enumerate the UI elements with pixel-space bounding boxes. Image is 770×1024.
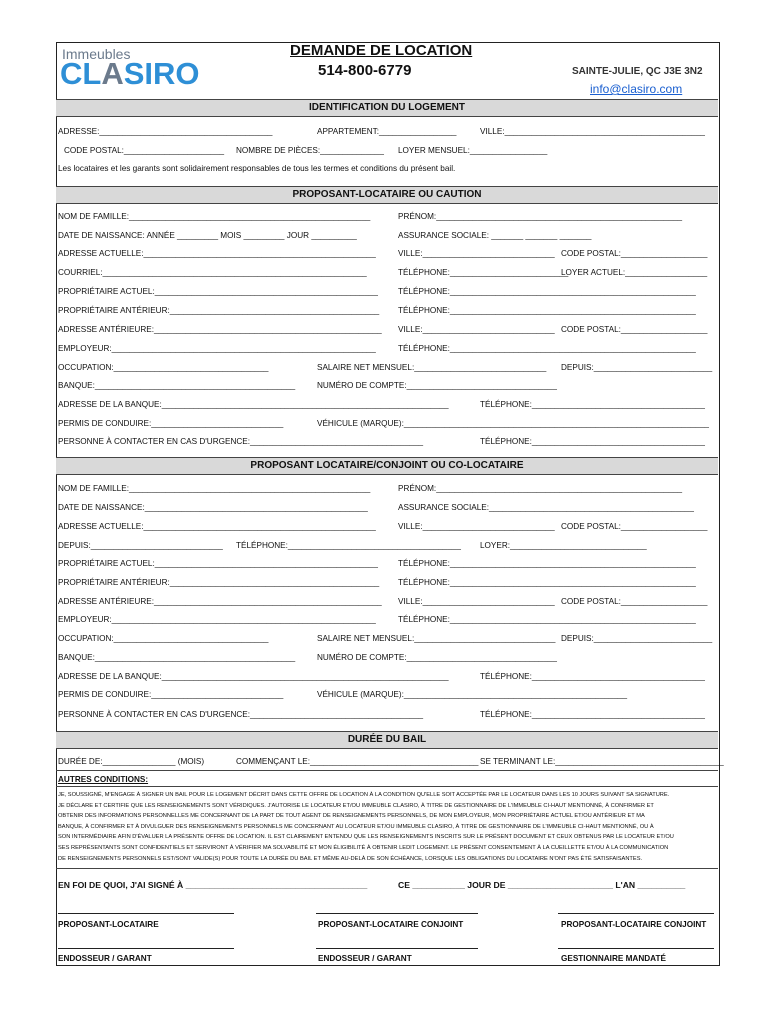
logo-small-text: Immeubles <box>62 46 131 62</box>
p2-ville-field[interactable]: VILLE:_____________________________ <box>398 522 555 531</box>
id-pieces-field[interactable]: NOMBRE DE PIÈCES:______________ <box>236 146 384 155</box>
signature-label-garant-2: ENDOSSEUR / GARANT <box>318 954 412 963</box>
signature-line-2[interactable] <box>316 913 478 914</box>
logo <box>60 56 200 92</box>
p1-courriel-field[interactable]: COURRIEL:__________________________________________________________ <box>58 268 367 277</box>
section-duree: DURÉE DU BAIL <box>56 731 718 749</box>
p2-tel2-field[interactable]: TÉLÉPHONE:______________________________________________________ <box>398 559 696 568</box>
p2-code-postal2-field[interactable]: CODE POSTAL:___________________ <box>561 597 708 606</box>
divider <box>56 786 718 787</box>
p1-code-postal2-field[interactable]: CODE POSTAL:___________________ <box>561 325 708 334</box>
p1-adresse-banque-field[interactable]: ADRESSE DE LA BANQUE:_______________________________________________________________ <box>58 400 449 409</box>
signature-label-conjoint-2: PROPOSANT-LOCATAIRE CONJOINT <box>561 920 707 929</box>
divider <box>56 868 718 869</box>
p1-tel3-field[interactable]: TÉLÉPHONE:______________________________________________________ <box>398 306 696 315</box>
legal-line-7: DE RENSEIGNEMENTS PERSONNELS EST/SONT VALIDE(S) POUR TOUTE LA DURÉE DU BAIL ET MÊME AU-DELÀ DE SON ÉCHÉANCE, LORSQUE LES OBLIGATIONS DU LOCATAIRE N'ONT PAS ÉTÉ SATISFAISANTES. <box>58 855 643 862</box>
p1-banque-field[interactable]: BANQUE:____________________________________________ <box>58 381 296 390</box>
legal-line-1: JE, SOUSSIGNÉ, M'ENGAGE À SIGNER UN BAIL POUR LE LOGEMENT DÉCRIT DANS CETTE OFFRE DE LOCATION À LA CONDITION QU'ELLE SOIT ACCEPTÉE PAR LE LOCATEUR DANS LES 10 JOURS SUIVANT SA SIGNATURE. <box>58 792 670 798</box>
id-ville-field[interactable]: VILLE:____________________________________________ <box>480 127 705 136</box>
p1-adresse-anterieure-field[interactable]: ADRESSE ANTÉRIEURE:__________________________________________________ <box>58 325 382 334</box>
p1-depuis-field[interactable]: DEPUIS:__________________________ <box>561 363 713 372</box>
logo-part-2: A <box>101 56 124 91</box>
header-email-link[interactable]: info@clasiro.com <box>590 82 683 96</box>
signature-label-garant: ENDOSSEUR / GARANT <box>58 954 152 963</box>
p1-ville2-field[interactable]: VILLE:_____________________________ <box>398 325 555 334</box>
p1-assurance-field[interactable]: ASSURANCE SOCIALE: _______ _______ _______ <box>398 231 592 240</box>
p2-loyer-field[interactable]: LOYER:______________________________ <box>480 541 647 550</box>
p2-tel5-field[interactable]: TÉLÉPHONE:______________________________________ <box>480 672 705 681</box>
p2-employeur-field[interactable]: EMPLOYEUR:__________________________________________________________ <box>58 615 376 624</box>
signature-line-3[interactable] <box>558 913 714 914</box>
logo-part-1: CL <box>60 56 102 91</box>
section-identification: IDENTIFICATION DU LOGEMENT <box>56 99 718 117</box>
p1-employeur-field[interactable]: EMPLOYEUR:__________________________________________________________ <box>58 344 376 353</box>
signature-label-proposant: PROPOSANT-LOCATAIRE <box>58 920 159 929</box>
logo-part-3: SIRO <box>123 56 200 91</box>
p2-depuis-field[interactable]: DEPUIS:_____________________________ <box>58 541 223 550</box>
p2-tel3-field[interactable]: TÉLÉPHONE:______________________________________________________ <box>398 578 696 587</box>
p1-tel5-field[interactable]: TÉLÉPHONE:______________________________________ <box>480 400 705 409</box>
p1-compte-field[interactable]: NUMÉRO DE COMPTE:_________________________________ <box>317 381 557 390</box>
p2-assurance-field[interactable]: ASSURANCE SOCIALE:_____________________________________________ <box>398 503 694 512</box>
p1-urgence-field[interactable]: PERSONNE À CONTACTER EN CAS D'URGENCE:______________________________________ <box>58 437 424 446</box>
signature-line-6[interactable] <box>558 948 714 949</box>
p1-telephone-field[interactable]: TÉLÉPHONE:__________________________ <box>398 268 569 277</box>
id-appartement-field[interactable]: APPARTEMENT:_________________ <box>317 127 457 136</box>
p1-loyer-actuel-field[interactable]: LOYER ACTUEL:__________________ <box>561 268 708 277</box>
signature-date-field[interactable]: CE ___________ JOUR DE ______________________ L'AN __________ <box>398 880 686 890</box>
legal-line-4: BANQUE, À CONFIRMER ET À DIVULGUER DES RENSEIGNEMENTS PERSONNELS ME CONCERNANT AU LOCATEUR ET/OU IMMEUBLE CLASIRO, À TITRE DE GESTIONNAIRE DE L'IMMEUBLE CI-HAUT MENTIONNÉ, OU À <box>58 823 654 830</box>
page-title: DEMANDE DE LOCATION <box>290 42 473 59</box>
id-loyer-field[interactable]: LOYER MENSUEL:_________________ <box>398 146 548 155</box>
p2-salaire-field[interactable]: SALAIRE NET MENSUEL:_______________________________ <box>317 634 556 643</box>
p2-adresse-actuelle-field[interactable]: ADRESSE ACTUELLE:___________________________________________________ <box>58 522 376 531</box>
p2-compte-field[interactable]: NUMÉRO DE COMPTE:_________________________________ <box>317 653 557 662</box>
duree-de-field[interactable]: DURÉE DE:________________ (MOIS) <box>58 757 205 766</box>
signature-lieu-field[interactable]: EN FOI DE QUOI, J'AI SIGNÉ À ______________________________________ <box>58 880 368 890</box>
id-code-postal-field[interactable]: CODE POSTAL:______________________ <box>64 146 225 155</box>
p1-nom-field[interactable]: NOM DE FAMILLE:_____________________________________________________ <box>58 212 371 221</box>
p1-prenom-field[interactable]: PRÉNOM:______________________________________________________ <box>398 212 683 221</box>
p2-banque-field[interactable]: BANQUE:____________________________________________ <box>58 653 296 662</box>
id-adresse-field[interactable]: ADRESSE:______________________________________ <box>58 127 273 136</box>
p1-proprio-actuel-field[interactable]: PROPRIÉTAIRE ACTUEL:_________________________________________________ <box>58 287 378 296</box>
p2-tel6-field[interactable]: TÉLÉPHONE:______________________________________ <box>480 710 705 719</box>
p2-vehicule-field[interactable]: VÉHICULE (MARQUE):_________________________________________________ <box>317 690 628 699</box>
p2-tel4-field[interactable]: TÉLÉPHONE:______________________________________________________ <box>398 615 696 624</box>
p1-salaire-field[interactable]: SALAIRE NET MENSUEL:_____________________________ <box>317 363 547 372</box>
p1-permis-field[interactable]: PERMIS DE CONDUIRE:_____________________________ <box>58 419 284 428</box>
p2-ville2-field[interactable]: VILLE:_____________________________ <box>398 597 555 606</box>
p2-naissance-field[interactable]: DATE DE NAISSANCE:_________________________________________________ <box>58 503 368 512</box>
section-conjoint: PROPOSANT LOCATAIRE/CONJOINT OU CO-LOCATAIRE <box>56 457 718 475</box>
p1-tel4-field[interactable]: TÉLÉPHONE:______________________________________________________ <box>398 344 696 353</box>
signature-line-5[interactable] <box>316 948 478 949</box>
legal-line-5: SON INTERMÉDIAIRE AFIN D'ÉVALUER LA PRÉSENTE OFFRE DE LOCATION. IL EST CLAIREMENT ENTENDU QUE LES RENSEIGNEMENTS INSCRITS SUR LE PRÉSENT DOCUMENT ET CEUX OBTENUS PAR LE LOCATEUR ET/OU <box>58 834 674 841</box>
header-city: SAINTE-JULIE, QC J3E 3N2 <box>572 66 703 77</box>
p2-telephone-field[interactable]: TÉLÉPHONE:______________________________________ <box>236 541 461 550</box>
header-phone: 514-800-6779 <box>318 62 412 79</box>
p2-depuis2-field[interactable]: DEPUIS:__________________________ <box>561 634 713 643</box>
p1-code-postal-field[interactable]: CODE POSTAL:___________________ <box>561 249 708 258</box>
p2-code-postal-field[interactable]: CODE POSTAL:___________________ <box>561 522 708 531</box>
duree-commencant-field[interactable]: COMMENÇANT LE:_____________________________________ <box>236 757 479 766</box>
duree-terminant-field[interactable]: SE TERMINANT LE:_____________________________________ <box>480 757 724 766</box>
p2-adresse-banque-field[interactable]: ADRESSE DE LA BANQUE:_______________________________________________________________ <box>58 672 449 681</box>
legal-line-2: JE DÉCLARE ET CERTIFIE QUE LES RENSEIGNEMENTS SONT VÉRIDIQUES. J'AUTORISE LE LOCATEUR ET/OU IMMEUBLE CLASIRO, À TITRE DE GESTIONNAIRE DE L'IMMEUBLE CI-HAUT MENTIONNÉ, À CONFIRMER ET <box>58 802 654 809</box>
p2-nom-field[interactable]: NOM DE FAMILLE:_____________________________________________________ <box>58 484 371 493</box>
p2-adresse-anterieure-field[interactable]: ADRESSE ANTÉRIEURE:__________________________________________________ <box>58 597 382 606</box>
section-proposant: PROPOSANT-LOCATAIRE OU CAUTION <box>56 186 718 204</box>
legal-text <box>58 790 718 864</box>
p1-adresse-actuelle-field[interactable]: ADRESSE ACTUELLE:___________________________________________________ <box>58 249 376 258</box>
p2-urgence-field[interactable]: PERSONNE À CONTACTER EN CAS D'URGENCE:______________________________________ <box>58 710 424 719</box>
p2-proprio-actuel-field[interactable]: PROPRIÉTAIRE ACTUEL:_________________________________________________ <box>58 559 378 568</box>
p1-tel6-field[interactable]: TÉLÉPHONE:______________________________________ <box>480 437 705 446</box>
signature-line-4[interactable] <box>58 948 234 949</box>
p2-proprio-anterieur-field[interactable]: PROPRIÉTAIRE ANTÉRIEUR:______________________________________________ <box>58 578 380 587</box>
p2-permis-field[interactable]: PERMIS DE CONDUIRE:_____________________________ <box>58 690 284 699</box>
p1-occupation-field[interactable]: OCCUPATION:__________________________________ <box>58 363 269 372</box>
id-note: Les locataires et les garants sont solidairement responsables de tous les termes et conditions du présent bail. <box>58 164 456 173</box>
legal-line-6: SES REPRÉSENTANTS SONT CONFIDENTIELS ET SERVIRONT À VÉRIFIER MA SOLVABILITÉ ET MON ÉLIGIBILITÉ À OBTENIR LEDIT LOGEMENT. LE PRÉSENT CONSENTEMENT À LA CUEILLETTE ET/OU À LA COMMUNICATION <box>58 844 669 851</box>
signature-line-1[interactable] <box>58 913 234 914</box>
signature-label-conjoint: PROPOSANT-LOCATAIRE CONJOINT <box>318 920 464 929</box>
p1-tel2-field[interactable]: TÉLÉPHONE:______________________________________________________ <box>398 287 696 296</box>
p1-ville-field[interactable]: VILLE:_____________________________ <box>398 249 555 258</box>
p1-vehicule-field[interactable]: VÉHICULE (MARQUE):___________________________________________________________________ <box>317 419 709 428</box>
autres-conditions-label: AUTRES CONDITIONS: <box>58 775 149 784</box>
p1-naissance-field[interactable]: DATE DE NAISSANCE: ANNÉE _________ MOIS _________ JOUR __________ <box>58 231 357 240</box>
p2-occupation-field[interactable]: OCCUPATION:__________________________________ <box>58 634 269 643</box>
signature-label-gestionnaire: GESTIONNAIRE MANDATÉ <box>561 954 666 963</box>
legal-line-3: OBTENIR DES INFORMATIONS PERSONNELLES ME CONCERNANT DE LA PART DE TOUT AGENT DE RENSEIGNEMENTS PERSONNELS, DE MON EMPLOYEUR, MON PROPRIÉTAIRE ACTUEL ET/OU ANTÉRIEUR ET MA <box>58 813 645 820</box>
p1-proprio-anterieur-field[interactable]: PROPRIÉTAIRE ANTÉRIEUR:______________________________________________ <box>58 306 380 315</box>
p2-prenom-field[interactable]: PRÉNOM:______________________________________________________ <box>398 484 683 493</box>
divider <box>56 770 718 771</box>
